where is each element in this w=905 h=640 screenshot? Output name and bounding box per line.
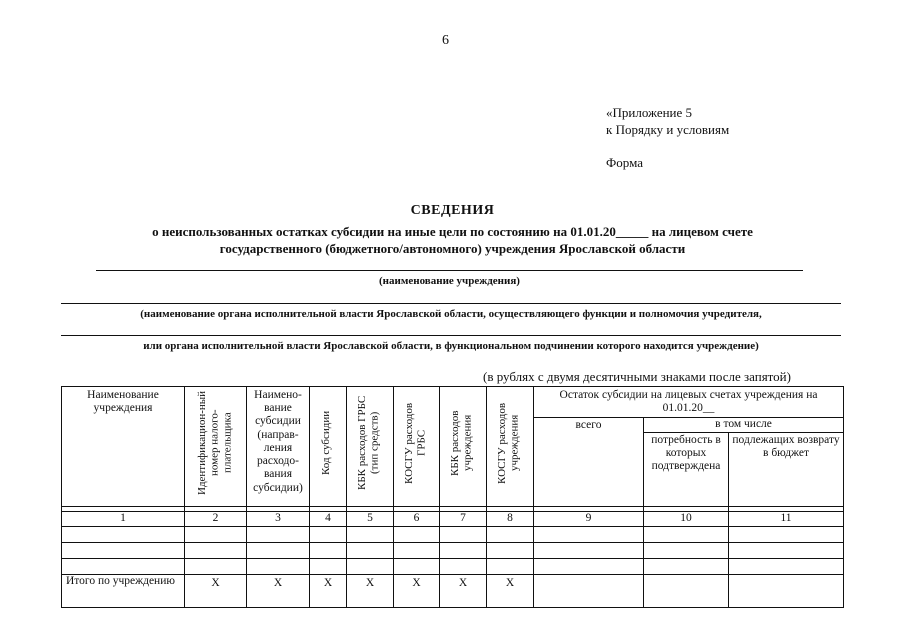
subsidy-balance-table xyxy=(61,386,844,608)
appendix-label: «Приложение 5 xyxy=(606,105,693,120)
total-row-mark: X xyxy=(347,574,394,607)
appendix-reference: к Порядку и условиям xyxy=(606,122,730,137)
total-row-mark: X xyxy=(487,574,534,607)
column-number: 8 xyxy=(487,511,534,526)
column-number: 5 xyxy=(347,511,394,526)
header-kosgu-institution: КОСГУ расходов учреждения xyxy=(487,387,534,507)
column-number: 6 xyxy=(394,511,440,526)
header-kbk-grbs: КБК расходов ГРБС (тип средств) xyxy=(347,387,394,507)
total-row-mark: X xyxy=(440,574,487,607)
table-row xyxy=(62,526,844,542)
column-number: 1 xyxy=(62,511,185,526)
page-number: 6 xyxy=(442,33,449,48)
total-row xyxy=(62,574,844,607)
header-subsidy-name: Наимено-вание субсидии (направ-ления расходо-вания субсидии) xyxy=(247,387,310,507)
total-row-mark: X xyxy=(185,574,247,607)
total-row-mark: X xyxy=(247,574,310,607)
form-label: Форма xyxy=(606,155,643,170)
header-return: подлежащих возврату в бюджет xyxy=(729,432,844,506)
total-row-mark: X xyxy=(394,574,440,607)
header-subsidy-code: Код субсидии xyxy=(310,387,347,507)
header-including: в том числе xyxy=(644,418,844,432)
header-total: всего xyxy=(534,418,644,506)
header-inn: Идентификацион-ный номер налого-плательщика xyxy=(185,387,247,507)
header-balance: Остаток субсидии на лицевых счетах учреждения на 01.01.20__ xyxy=(534,387,844,418)
column-number-row xyxy=(62,511,844,526)
document-subtitle-line2: государственного (бюджетного/автономного) учреждения Ярославской области xyxy=(219,241,686,256)
institution-name-caption: (наименование учреждения) xyxy=(379,275,520,287)
column-number: 11 xyxy=(729,511,844,526)
authority-name-line-1 xyxy=(61,303,841,304)
column-number: 10 xyxy=(644,511,729,526)
units-note: (в рублях с двумя десятичными знаками после запятой) xyxy=(483,369,791,384)
total-row-label: Итого по учреждению xyxy=(62,574,185,607)
header-kosgu-grbs: КОСГУ расходов ГРБС xyxy=(394,387,440,507)
column-number: 9 xyxy=(534,511,644,526)
document-subtitle-line1: о неиспользованных остатках субсидии на иные цели по состоянию на 01.01.20_____ на лицевом счете xyxy=(152,224,753,239)
column-number: 2 xyxy=(185,511,247,526)
column-number: 4 xyxy=(310,511,347,526)
authority-name-line-2 xyxy=(61,335,841,336)
authority-name-caption-2: или органа исполнительной власти Ярославской области, в функциональном подчинении которого находится учреждение) xyxy=(143,340,759,352)
header-kbk-institution: КБК расходов учреждения xyxy=(440,387,487,507)
header-institution-name: Наименование учреждения xyxy=(62,387,185,507)
authority-name-caption-1: (наименование органа исполнительной власти Ярославской области, осуществляющего функции и полномочия учредителя, xyxy=(140,308,762,320)
table-row xyxy=(62,542,844,558)
institution-name-line xyxy=(96,270,803,271)
total-row-mark: X xyxy=(310,574,347,607)
column-number: 3 xyxy=(247,511,310,526)
header-confirmed: потребность в которых подтверждена xyxy=(644,432,729,506)
column-number: 7 xyxy=(440,511,487,526)
document-title: СВЕДЕНИЯ xyxy=(410,203,495,218)
table-row xyxy=(62,558,844,574)
